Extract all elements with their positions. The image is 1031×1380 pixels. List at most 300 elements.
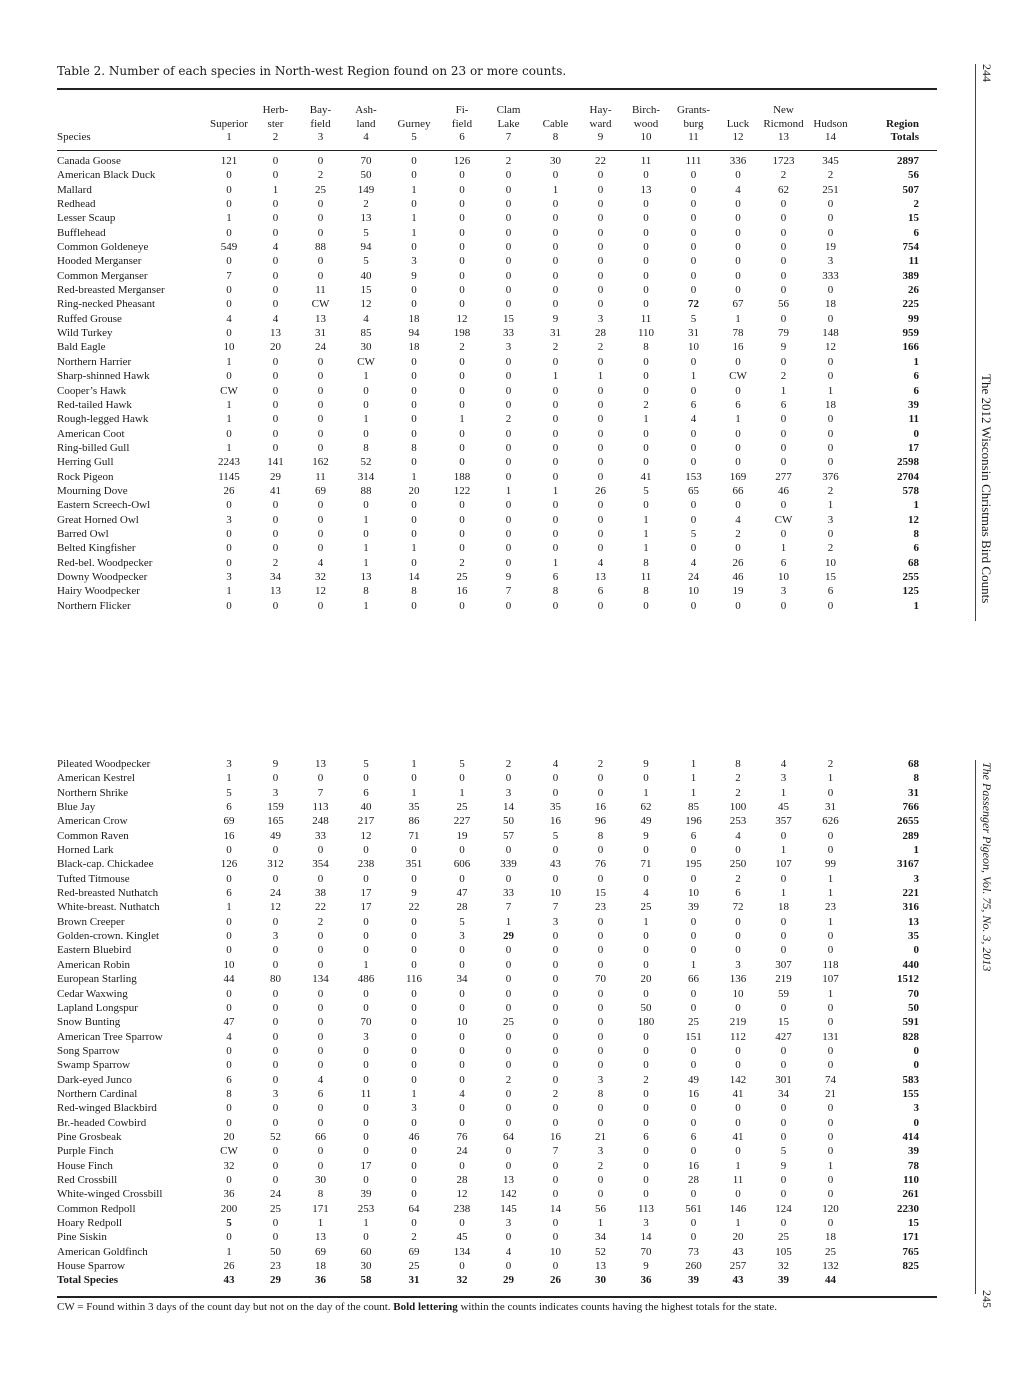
count-cell: 0 <box>411 527 417 540</box>
count-cell: 136 <box>729 973 747 986</box>
count-cell: 0 <box>459 872 465 885</box>
count-cell: 0 <box>505 958 512 971</box>
count-cell: 0 <box>780 944 787 957</box>
table-row <box>57 197 937 211</box>
count-cell: 2 <box>735 786 741 799</box>
count-cell: 0 <box>226 527 232 540</box>
count-cell: 0 <box>459 284 465 297</box>
count-cell: 0 <box>827 1173 834 1186</box>
count-cell: 1 <box>827 384 834 397</box>
count-cell: 43 <box>732 1274 744 1287</box>
count-cell: 110 <box>637 327 655 340</box>
count-cell: 122 <box>453 484 471 497</box>
count-cell: 22 <box>408 901 420 914</box>
header-col-4-line1: Ash- <box>355 104 377 116</box>
count-cell: 131 <box>822 1030 839 1043</box>
species-name: Common Merganser <box>57 269 148 282</box>
count-cell: 18 <box>315 1260 326 1273</box>
region-total: 1 <box>913 355 919 368</box>
count-cell: 2 <box>552 341 559 354</box>
count-cell: 0 <box>272 915 279 928</box>
count-cell: 0 <box>643 384 649 397</box>
count-cell: 5 <box>459 758 465 770</box>
count-cell: 2 <box>505 413 512 426</box>
count-cell: 0 <box>411 427 417 440</box>
count-cell: 0 <box>505 1159 512 1172</box>
species-name: White-breast. Nuthatch <box>57 901 160 914</box>
count-cell: 6 <box>690 398 697 411</box>
page-number-right: 245 <box>980 1290 994 1308</box>
count-cell: 0 <box>780 599 787 612</box>
count-cell: 1 <box>735 1159 741 1172</box>
count-cell: 25 <box>456 801 468 814</box>
count-cell: 0 <box>643 169 649 182</box>
count-cell: 15 <box>778 1016 789 1029</box>
count-cell: 0 <box>226 255 232 268</box>
species-name: Br.-headed Cowbird <box>57 1116 147 1129</box>
count-cell: 277 <box>775 470 792 483</box>
count-cell: 0 <box>459 298 465 311</box>
count-cell: 0 <box>363 930 369 943</box>
count-cell: 70 <box>595 973 606 986</box>
count-cell: 12 <box>825 341 836 354</box>
count-cell: 0 <box>363 427 369 440</box>
header-col-6-line1: Fi- <box>455 104 469 116</box>
journal-citation: The Passenger Pigeon, Vol. 75, No. 3, 2013 <box>980 762 994 972</box>
count-cell: 0 <box>459 212 465 225</box>
count-cell: 165 <box>267 815 284 828</box>
count-cell: 5 <box>226 1217 232 1229</box>
count-cell: 0 <box>735 384 741 397</box>
count-cell: 2 <box>317 915 324 928</box>
table-row <box>57 541 937 555</box>
count-cell: 4 <box>363 312 369 325</box>
count-cell: 0 <box>597 987 604 1000</box>
count-cell: 339 <box>500 858 517 871</box>
count-cell: 29 <box>270 470 281 483</box>
count-cell: 260 <box>685 1260 702 1273</box>
count-cell: 0 <box>643 198 649 211</box>
count-cell: 0 <box>505 284 512 297</box>
count-cell: 23 <box>825 901 836 914</box>
count-cell: 10 <box>688 887 699 900</box>
count-cell: 0 <box>459 241 465 254</box>
region-total: 6 <box>913 226 919 239</box>
species-table-part-2 <box>57 757 937 1288</box>
count-cell: 0 <box>780 427 787 440</box>
count-cell: 0 <box>552 872 559 885</box>
count-cell: 0 <box>226 915 232 928</box>
region-total: 2897 <box>897 155 919 167</box>
header-col-13-line1: New <box>773 104 794 116</box>
count-cell: 1 <box>690 758 697 770</box>
count-cell: 50 <box>640 1001 652 1014</box>
count-cell: 9 <box>272 758 279 770</box>
count-cell: 0 <box>552 284 559 297</box>
count-cell: 0 <box>459 1116 465 1129</box>
count-cell: 32 <box>778 1260 789 1273</box>
count-cell: 10 <box>223 341 235 354</box>
count-cell: 0 <box>226 1001 232 1014</box>
count-cell: 1 <box>411 758 417 770</box>
count-cell: 1 <box>827 987 834 1000</box>
count-cell: 0 <box>552 470 559 483</box>
count-cell: 0 <box>459 255 465 268</box>
count-cell: 1 <box>411 226 417 239</box>
count-cell: 0 <box>411 169 417 182</box>
count-cell: 0 <box>411 772 417 785</box>
count-cell: 111 <box>685 155 702 167</box>
header-col-10-name: wood <box>633 117 659 130</box>
species-name: Red-breasted Nuthatch <box>57 887 159 900</box>
count-cell: 3 <box>780 772 787 785</box>
count-cell: 112 <box>729 1030 747 1043</box>
count-cell: 9 <box>552 312 559 325</box>
header-col-3-line1: Bay- <box>309 104 332 116</box>
species-name: American Crow <box>57 815 128 828</box>
count-cell: 0 <box>505 1044 512 1057</box>
count-cell: 2 <box>459 341 465 354</box>
count-cell: 9 <box>643 829 649 842</box>
count-cell: 8 <box>552 585 559 598</box>
count-cell: 0 <box>459 169 465 182</box>
table-row <box>57 958 937 972</box>
header-blank <box>57 104 205 118</box>
count-cell: 18 <box>408 341 420 354</box>
species-name: House Sparrow <box>57 1260 126 1273</box>
count-cell: 13 <box>595 570 606 583</box>
running-title: The 2012 Wisconsin Christmas Bird Counts <box>979 374 994 604</box>
count-cell: 2 <box>735 527 741 540</box>
count-cell: 0 <box>226 1044 232 1057</box>
count-cell: 2 <box>643 1073 649 1086</box>
count-cell: 0 <box>411 241 417 254</box>
count-cell: 7 <box>505 901 512 914</box>
count-cell: 0 <box>272 284 279 297</box>
count-cell: 32 <box>223 1159 235 1172</box>
count-cell: 29 <box>270 1274 281 1287</box>
count-cell: 0 <box>690 255 697 268</box>
count-cell: 5 <box>226 786 232 799</box>
table-row <box>57 427 937 441</box>
count-cell: 0 <box>459 944 465 957</box>
count-cell: 0 <box>459 441 465 454</box>
count-cell: 1 <box>827 772 834 785</box>
table-row <box>57 154 937 168</box>
header-col-7-name: Lake <box>497 117 520 130</box>
table-row <box>57 1087 937 1101</box>
region-total: 166 <box>902 341 919 354</box>
count-cell: 24 <box>270 887 281 900</box>
table-row <box>57 455 937 469</box>
count-cell: 26 <box>223 484 235 497</box>
count-cell: 4 <box>226 312 232 325</box>
count-cell: 0 <box>827 212 834 225</box>
count-cell: 351 <box>405 858 423 871</box>
count-cell: 12 <box>270 901 281 914</box>
count-cell: 0 <box>552 772 559 785</box>
count-cell: 0 <box>780 226 787 239</box>
count-cell: 0 <box>505 456 512 469</box>
count-cell: 0 <box>411 599 417 612</box>
region-total: 13 <box>908 915 919 928</box>
table-row <box>57 886 937 900</box>
region-total: 1 <box>913 499 919 512</box>
count-cell: 0 <box>597 844 604 857</box>
count-cell: 0 <box>597 269 604 282</box>
count-cell: 159 <box>267 801 284 814</box>
count-cell: 0 <box>505 499 512 512</box>
count-cell: 20 <box>408 484 420 497</box>
count-cell: 0 <box>735 930 741 943</box>
count-cell: 134 <box>312 973 329 986</box>
count-cell: 0 <box>552 542 559 555</box>
count-cell: 0 <box>363 1073 369 1086</box>
count-cell: 14 <box>408 570 420 583</box>
count-cell: 31 <box>550 327 561 340</box>
region-total: 110 <box>903 1173 919 1186</box>
count-cell: 0 <box>317 198 324 211</box>
count-cell: 0 <box>827 198 834 211</box>
count-cell: 1 <box>597 1217 604 1229</box>
footnote-text-1: CW = Found within 3 days of the count day but not on the day of the count. <box>57 1301 394 1313</box>
count-cell: 0 <box>411 1016 417 1029</box>
region-total: 99 <box>908 312 919 325</box>
count-cell: 0 <box>505 398 512 411</box>
count-cell: 3 <box>459 930 465 943</box>
count-cell: 0 <box>780 1173 787 1186</box>
count-cell: 0 <box>411 1001 417 1014</box>
count-cell: 0 <box>643 1173 649 1186</box>
count-cell: 14 <box>550 1202 561 1215</box>
count-cell: 3 <box>597 1073 604 1086</box>
count-cell: 2 <box>317 169 324 182</box>
count-cell: 2 <box>505 155 512 167</box>
count-cell: 0 <box>780 499 787 512</box>
count-cell: 3 <box>643 1217 649 1229</box>
table-row <box>57 771 937 785</box>
count-cell: 0 <box>780 915 787 928</box>
count-cell: 0 <box>690 456 697 469</box>
count-cell: 0 <box>411 1116 417 1129</box>
header-col-1-line1 <box>205 104 253 118</box>
header-col-1-name: Superior <box>210 117 248 130</box>
count-cell: 12 <box>315 585 326 598</box>
table-row <box>57 814 937 828</box>
count-cell: 0 <box>459 456 465 469</box>
count-cell: 126 <box>220 858 238 871</box>
count-cell: 169 <box>729 470 747 483</box>
count-cell: 0 <box>552 198 559 211</box>
species-name: Bald Eagle <box>57 341 106 354</box>
count-cell: 0 <box>690 844 697 857</box>
count-cell: 1 <box>226 441 232 454</box>
count-cell: 0 <box>317 1044 324 1057</box>
count-cell: 13 <box>595 1260 606 1273</box>
count-cell: 4 <box>690 556 697 569</box>
count-cell: 8 <box>643 585 649 598</box>
count-cell: 3 <box>552 915 559 928</box>
count-cell: 12 <box>360 298 372 311</box>
count-cell: 0 <box>690 169 697 182</box>
count-cell: 0 <box>272 513 279 526</box>
count-cell: 1 <box>363 958 369 971</box>
region-total: 39 <box>908 1145 919 1158</box>
table-row <box>57 1101 937 1115</box>
count-cell: 26 <box>595 484 606 497</box>
count-cell: 8 <box>597 829 604 842</box>
count-cell: 100 <box>729 801 747 814</box>
region-total: 3 <box>913 872 919 885</box>
count-cell: 0 <box>272 1116 279 1129</box>
table-row <box>57 441 937 455</box>
count-cell: 0 <box>690 987 697 1000</box>
count-cell: 0 <box>317 944 324 957</box>
count-cell: 0 <box>735 1116 741 1129</box>
header-col-8-line1 <box>532 104 579 118</box>
count-cell: 0 <box>317 499 324 512</box>
count-cell: 0 <box>363 915 369 928</box>
count-cell: 0 <box>226 930 232 943</box>
count-cell: 0 <box>690 355 697 368</box>
count-cell: 9 <box>411 887 417 900</box>
count-cell: 0 <box>780 441 787 454</box>
count-cell: 0 <box>735 499 741 512</box>
count-cell: 4 <box>643 887 649 900</box>
count-cell: 0 <box>552 413 559 426</box>
count-cell: 0 <box>735 456 741 469</box>
species-name: Rough-legged Hawk <box>57 413 149 426</box>
species-name: Snow Bunting <box>57 1016 121 1029</box>
count-cell: 0 <box>459 1030 465 1043</box>
count-cell: 25 <box>315 183 326 196</box>
count-cell: 0 <box>643 930 649 943</box>
count-cell: 0 <box>226 844 232 857</box>
count-cell: 219 <box>775 973 792 986</box>
count-cell: 4 <box>735 829 741 842</box>
count-cell: 0 <box>643 1087 649 1100</box>
count-cell: 25 <box>688 1016 699 1029</box>
table-row <box>57 513 937 527</box>
table-row <box>57 326 937 340</box>
count-cell: 196 <box>685 815 702 828</box>
count-cell: 30 <box>360 341 372 354</box>
count-cell: 0 <box>459 1102 465 1115</box>
count-cell: 33 <box>315 829 326 842</box>
bottom-rule <box>57 1296 937 1298</box>
count-cell: 0 <box>505 169 512 182</box>
count-cell: 0 <box>780 413 787 426</box>
region-total: 221 <box>902 887 919 900</box>
count-cell: 44 <box>223 973 235 986</box>
count-cell: 486 <box>357 973 375 986</box>
count-cell: 0 <box>827 441 834 454</box>
count-cell: 116 <box>405 973 423 986</box>
count-cell: 0 <box>780 1116 787 1129</box>
count-cell: 0 <box>690 1044 697 1057</box>
count-cell: 0 <box>505 212 512 225</box>
count-cell: 44 <box>825 1274 836 1287</box>
count-cell: 1 <box>363 1217 369 1229</box>
count-cell: 3 <box>363 1030 369 1043</box>
count-cell: 2 <box>411 1231 417 1244</box>
count-cell: 0 <box>827 1217 834 1229</box>
count-cell: 0 <box>690 1231 697 1244</box>
count-cell: 0 <box>690 930 697 943</box>
count-cell: 0 <box>363 1044 369 1057</box>
region-total: 591 <box>902 1016 919 1029</box>
header-col-9-name: ward <box>589 117 612 130</box>
count-cell: 0 <box>411 915 417 928</box>
count-cell: CW <box>729 370 747 383</box>
count-cell: 10 <box>732 987 744 1000</box>
count-cell: 0 <box>827 312 834 325</box>
header-row-1 <box>57 104 937 118</box>
count-cell: 0 <box>272 1159 279 1172</box>
count-cell: 345 <box>822 155 839 167</box>
count-cell: 0 <box>272 987 279 1000</box>
count-cell: 0 <box>226 427 232 440</box>
header-species: Species <box>57 131 91 143</box>
table-row <box>57 297 937 311</box>
table-row <box>57 254 937 268</box>
count-cell: 85 <box>688 801 699 814</box>
count-cell: 6 <box>735 398 741 411</box>
count-cell: 4 <box>552 758 559 770</box>
count-cell: 9 <box>780 1159 787 1172</box>
count-cell: 0 <box>552 786 559 799</box>
count-cell: 0 <box>827 413 834 426</box>
region-total: 35 <box>908 930 919 943</box>
count-cell: 0 <box>552 1059 559 1072</box>
count-cell: 0 <box>735 1145 741 1158</box>
count-cell: 0 <box>690 872 697 885</box>
count-cell: 0 <box>552 930 559 943</box>
count-cell: 26 <box>550 1274 561 1287</box>
count-cell: 0 <box>735 1059 741 1072</box>
count-cell: 0 <box>226 198 232 211</box>
count-cell: 25 <box>270 1202 281 1215</box>
region-total: 765 <box>902 1245 919 1258</box>
count-cell: 0 <box>459 355 465 368</box>
header-col-11-number: 11 <box>688 131 699 143</box>
count-cell: 16 <box>688 1087 699 1100</box>
table-row <box>57 1230 937 1244</box>
count-cell: 8 <box>643 341 649 354</box>
region-total: 1 <box>913 844 919 857</box>
count-cell: 9 <box>411 269 417 282</box>
count-cell: 19 <box>456 829 468 842</box>
count-cell: 0 <box>317 958 324 971</box>
count-cell: 71 <box>640 858 652 871</box>
table-row <box>57 355 937 369</box>
count-cell: 1 <box>459 786 465 799</box>
count-cell: 0 <box>827 944 834 957</box>
header-col-12-line1 <box>717 104 759 118</box>
table-row <box>57 1144 937 1158</box>
count-cell: 1 <box>226 901 232 914</box>
count-cell: 8 <box>317 1188 324 1201</box>
count-cell: 30 <box>595 1274 606 1287</box>
count-cell: 0 <box>505 183 512 196</box>
count-cell: 69 <box>315 1245 326 1258</box>
header-col-14-line1 <box>808 104 853 118</box>
count-cell: 0 <box>459 370 465 383</box>
species-name: Cooper’s Hawk <box>57 384 127 397</box>
table-row <box>57 584 937 598</box>
count-cell: 4 <box>690 413 697 426</box>
count-cell: 73 <box>688 1245 699 1258</box>
